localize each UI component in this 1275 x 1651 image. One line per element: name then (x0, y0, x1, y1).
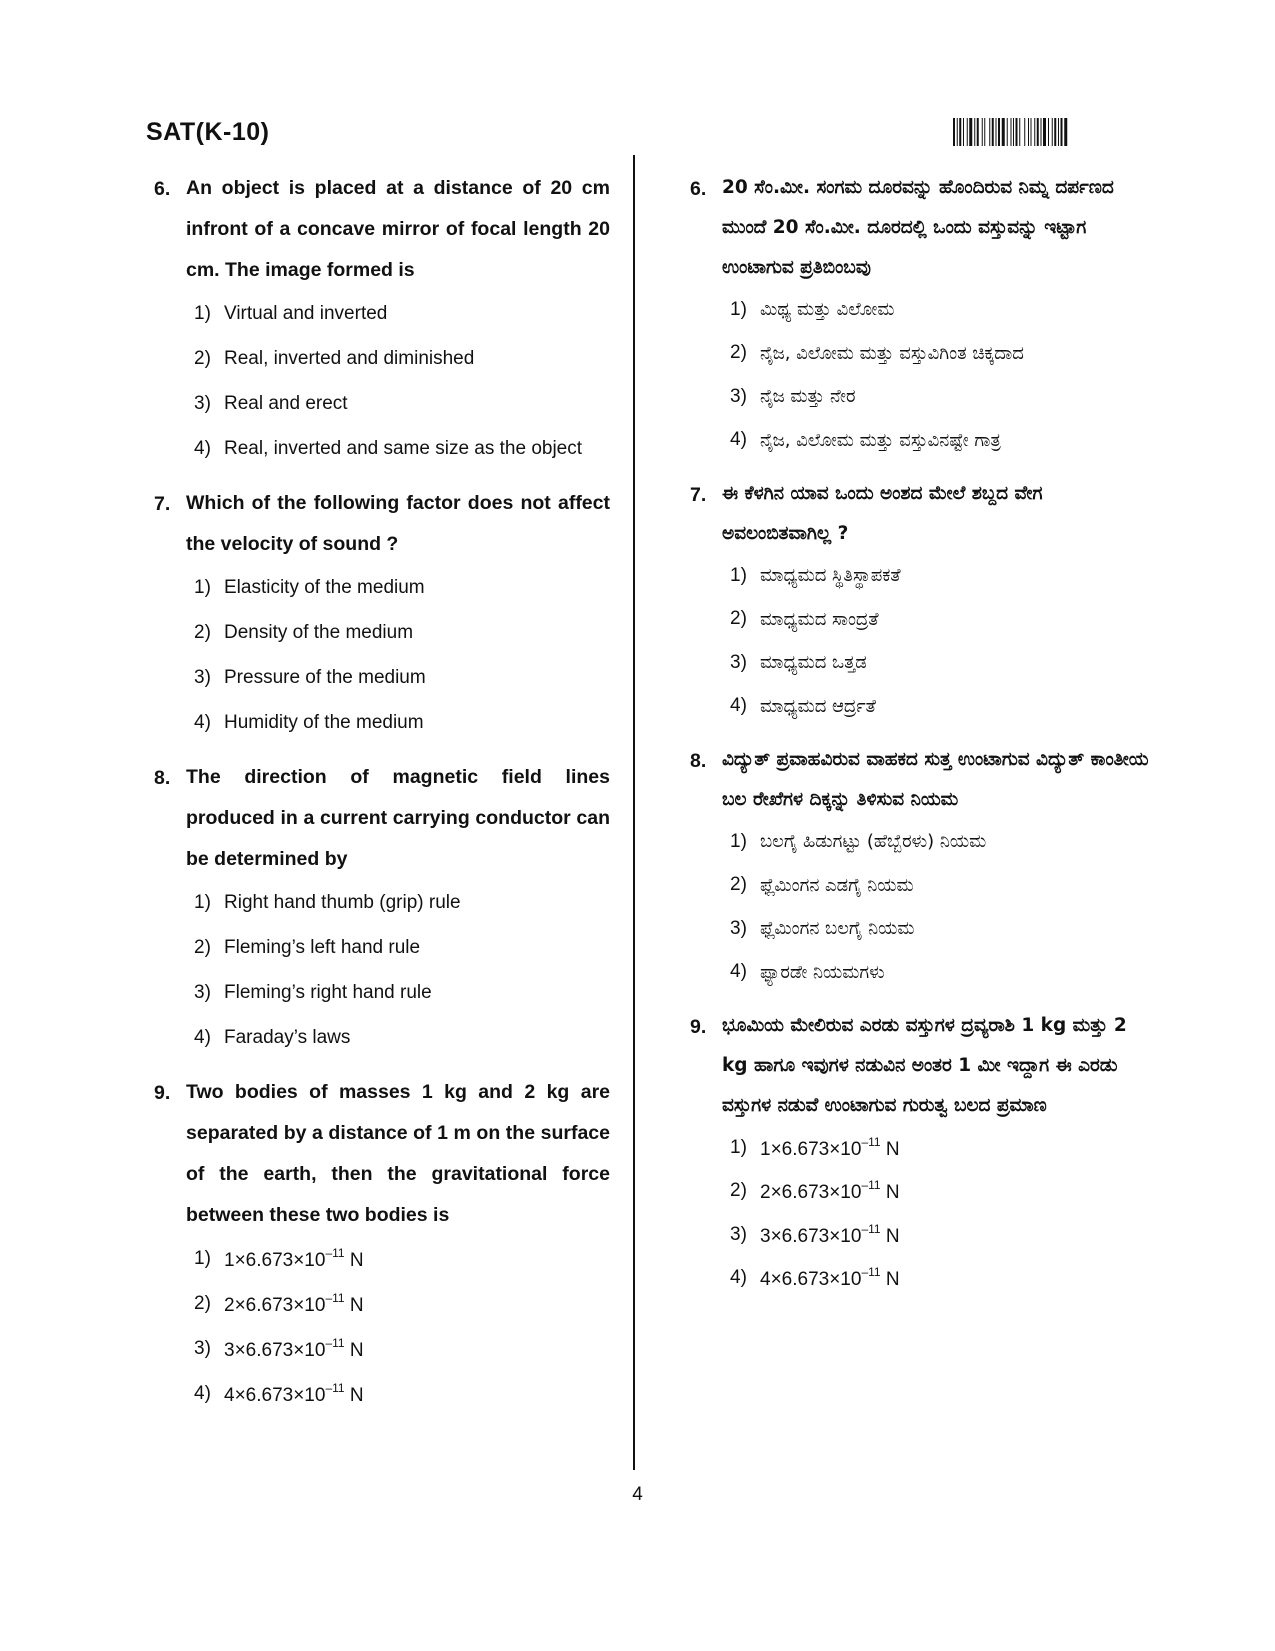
option-item (194, 700, 610, 745)
option-item (730, 554, 1150, 598)
option-formula (224, 1381, 610, 1407)
question-text: Two bodies of masses 1 kg and 2 kg are separated by a distance of 1 m on the surface of the earth, then the gravitational force between these two bodies is (186, 1081, 610, 1226)
question-number: 9. (154, 1082, 171, 1104)
question-number: 7. (154, 493, 171, 515)
option-text: ನೈಜ, ವಿಲೋಮ ಮತ್ತು ವಸ್ತುವಿಗಿಂತ ಚಿಕ್ಕದಾದ (760, 342, 1024, 364)
option-item (194, 970, 610, 1015)
question-number: 6. (154, 178, 171, 200)
formula-exponent: –11 (861, 1265, 881, 1280)
option-formula (224, 1246, 610, 1272)
option-number: 1) (194, 302, 211, 324)
option-text: Real and erect (224, 392, 348, 414)
option-number: 3) (730, 385, 747, 407)
option-formula (224, 1291, 610, 1317)
question-6-kn (690, 178, 1150, 462)
option-number: 3) (194, 392, 211, 414)
options-list (154, 880, 610, 1060)
option-number: 2) (194, 621, 211, 643)
option-text: ಮಾಧ್ಯಮದ ಒತ್ತಡ (760, 652, 867, 674)
options-list (690, 288, 1150, 462)
option-number: 4) (730, 429, 747, 451)
option-text: Fleming’s left hand rule (224, 936, 421, 958)
question-text: ವಿದ್ಯುತ್ ಪ್ರವಾಹವಿರುವ ವಾಹಕದ ಸುತ್ತ ಉಂಟಾಗುವ ವಿದ್ಯುತ್ ಕಾಂತೀಯ ಬಲ ರೇಖೆಗಳ ದಿಕ್ಕನ್ನು ತಿಳಿಸುವ ನಿಯಮ (722, 749, 1149, 810)
option-item (194, 655, 610, 700)
option-item (194, 426, 610, 471)
question-text: Which of the following factor does not affect the velocity of sound ? (186, 492, 610, 555)
option-text: Real, inverted and diminished (224, 347, 475, 369)
option-item (194, 291, 610, 336)
option-item (730, 864, 1150, 908)
option-text: Faraday’s laws (224, 1026, 351, 1048)
option-item (730, 685, 1150, 729)
option-number: 2) (730, 342, 747, 364)
option-formula (224, 1336, 610, 1362)
options-list (154, 565, 610, 745)
exam-code: SAT(K-10) (146, 118, 270, 146)
option-number: 1) (194, 1247, 211, 1269)
options-list (154, 291, 610, 471)
option-number: 2) (730, 1180, 747, 1202)
formula-unit: N (885, 1138, 900, 1160)
option-item (194, 880, 610, 925)
formula-exponent: –11 (325, 1380, 345, 1395)
option-text: ನೈಜ, ವಿಲೋಮ ಮತ್ತು ವಸ್ತುವಿನಷ್ಟೇ ಗಾತ್ರ (760, 429, 1001, 451)
option-number: 2) (730, 608, 747, 630)
option-number: 3) (194, 981, 211, 1003)
formula-base: 3×6.673×10 (760, 1225, 862, 1247)
question-8-kn (690, 750, 1150, 994)
option-number: 1) (730, 1136, 747, 1158)
option-text: Pressure of the medium (224, 666, 426, 688)
question-text: ಭೂಮಿಯ ಮೇಲಿರುವ ಎರಡು ವಸ್ತುಗಳ ದ್ರವ್ಯರಾಶಿ 1 kg ಮತ್ತು 2 kg ಹಾಗೂ ಇವುಗಳ ನಡುವಿನ ಅಂತರ 1 ಮೀ ಇದ್ದಾಗ ಈ ಎರಡು ವಸ್ತುಗಳ ನಡುವೆ ಉಂಟಾಗುವ ಗುರುತ್ವ ಬಲದ ಪ್ರಮಾಣ (722, 1015, 1127, 1116)
option-text: Humidity of the medium (224, 711, 424, 733)
formula-base: 2×6.673×10 (224, 1294, 326, 1316)
question-text: 20 ಸೆಂ.ಮೀ. ಸಂಗಮ ದೂರವನ್ನು ಹೊಂದಿರುವ ನಿಮ್ನ ದರ್ಪಣದ ಮುಂದೆ 20 ಸೆಂ.ಮೀ. ದೂರದಲ್ಲಿ ಒಂದು ವಸ್ತುವನ್ನು ಇಟ್ಟಾಗ ಉಂಟಾಗುವ ಪ್ರತಿಬಿಂಬವು (722, 177, 1114, 278)
formula-exponent: –11 (325, 1290, 345, 1305)
option-item (730, 598, 1150, 642)
formula-exponent: –11 (861, 1134, 881, 1149)
option-item (194, 336, 610, 381)
column-divider (633, 155, 635, 1470)
option-number: 1) (730, 564, 747, 586)
option-number: 3) (730, 1223, 747, 1245)
formula-base: 1×6.673×10 (760, 1138, 862, 1160)
option-item (730, 419, 1150, 463)
option-item (730, 1170, 1150, 1214)
option-item (194, 1326, 610, 1371)
option-item (730, 1257, 1150, 1301)
option-item (730, 1213, 1150, 1257)
option-text: ನೈಜ ಮತ್ತು ನೇರ (760, 386, 856, 408)
options-list (690, 1126, 1150, 1300)
formula-base: 4×6.673×10 (224, 1384, 326, 1406)
option-item (730, 951, 1150, 995)
formula-unit: N (349, 1384, 364, 1406)
question-number: 6. (690, 178, 707, 200)
option-text: ಬಲಗೈ ಹಿಡುಗಟ್ಟು (ಹೆಬ್ಬೆರಳು) ನಿಯಮ (760, 831, 987, 853)
option-number: 1) (194, 891, 211, 913)
option-item (730, 907, 1150, 951)
option-number: 3) (730, 651, 747, 673)
options-list (154, 1236, 610, 1416)
formula-base: 4×6.673×10 (760, 1269, 862, 1291)
option-item (194, 381, 610, 426)
question-number: 7. (690, 484, 707, 506)
question-text: The direction of magnetic field lines produced in a current carrying conductor can be determined by (186, 766, 610, 870)
option-number: 1) (730, 830, 747, 852)
option-item (194, 565, 610, 610)
options-list (690, 820, 1150, 994)
option-text: ಮಾಧ್ಯಮದ ಸಾಂದ್ರತೆ (760, 608, 879, 630)
option-number: 4) (194, 437, 211, 459)
option-number: 3) (730, 917, 747, 939)
question-text: ಈ ಕೆಳಗಿನ ಯಾವ ಒಂದು ಅಂಶದ ಮೇಲೆ ಶಬ್ದದ ವೇಗ ಅವಲಂಬಿತವಾಗಿಲ್ಲ ? (722, 483, 1043, 544)
option-formula (760, 1265, 1150, 1291)
formula-base: 1×6.673×10 (224, 1249, 326, 1271)
options-list (690, 554, 1150, 728)
question-9-kn (690, 1016, 1150, 1300)
option-item (194, 1236, 610, 1281)
question-number: 8. (690, 750, 707, 772)
option-item (194, 1371, 610, 1416)
option-number: 2) (194, 1292, 211, 1314)
option-item (730, 288, 1150, 332)
option-number: 2) (730, 874, 747, 896)
option-text: ಮಾಧ್ಯಮದ ಆರ್ದ್ರತೆ (760, 695, 876, 717)
formula-unit: N (349, 1339, 364, 1361)
formula-base: 3×6.673×10 (224, 1339, 326, 1361)
option-item (730, 820, 1150, 864)
option-number: 4) (194, 1026, 211, 1048)
formula-exponent: –11 (861, 1221, 881, 1236)
option-text: Density of the medium (224, 621, 414, 643)
option-number: 2) (194, 347, 211, 369)
option-number: 4) (194, 1382, 211, 1404)
option-number: 4) (730, 1267, 747, 1289)
question-9-en (154, 1082, 610, 1416)
english-column (154, 178, 610, 1438)
formula-unit: N (885, 1269, 900, 1291)
page-number: 4 (632, 1484, 643, 1505)
option-number: 1) (730, 298, 747, 320)
formula-unit: N (349, 1294, 364, 1316)
option-number: 3) (194, 666, 211, 688)
option-formula (760, 1222, 1150, 1248)
question-number: 9. (690, 1016, 707, 1038)
option-formula (760, 1135, 1150, 1161)
option-item (194, 610, 610, 655)
option-item (730, 375, 1150, 419)
option-text: ಮಾಧ್ಯಮದ ಸ್ಥಿತಿಸ್ಥಾಪಕತೆ (760, 565, 901, 587)
option-text: Real, inverted and same size as the object (224, 437, 583, 459)
formula-exponent: –11 (325, 1245, 345, 1260)
option-text: ಮಿಥ್ಯ ಮತ್ತು ವಿಲೋಮ (760, 299, 895, 321)
option-number: 3) (194, 1337, 211, 1359)
question-text: An object is placed at a distance of 20 cm infront of a concave mirror of focal length 20 cm. The image formed is (186, 177, 610, 281)
formula-exponent: –11 (861, 1178, 881, 1193)
formula-exponent: –11 (325, 1335, 345, 1350)
option-text: ಫ್ಲೆಮಿಂಗನ ಬಲಗೈ ನಿಯಮ (760, 918, 915, 940)
option-text: ಫ್ಯಾರಡೇ ನಿಯಮಗಳು (760, 961, 885, 983)
formula-unit: N (349, 1249, 364, 1271)
option-item (730, 1126, 1150, 1170)
option-item (194, 1015, 610, 1060)
option-number: 1) (194, 576, 211, 598)
option-text: ಫ್ಲೆಮಿಂಗನ ಎಡಗೈ ನಿಯಮ (760, 874, 914, 896)
option-text: Fleming’s right hand rule (224, 981, 432, 1003)
option-number: 4) (730, 695, 747, 717)
formula-unit: N (885, 1182, 900, 1204)
option-formula (760, 1178, 1150, 1204)
option-number: 2) (194, 936, 211, 958)
question-8-en (154, 767, 610, 1060)
question-7-kn (690, 484, 1150, 728)
barcode-icon (953, 118, 1128, 146)
kannada-column (690, 178, 1150, 1322)
option-number: 4) (194, 711, 211, 733)
option-item (730, 641, 1150, 685)
formula-unit: N (885, 1225, 900, 1247)
option-number: 4) (730, 961, 747, 983)
question-number: 8. (154, 767, 171, 789)
question-7-en (154, 493, 610, 745)
formula-base: 2×6.673×10 (760, 1182, 862, 1204)
option-text: Right hand thumb (grip) rule (224, 891, 461, 913)
option-text: Elasticity of the medium (224, 576, 425, 598)
option-item (194, 1281, 610, 1326)
option-item (194, 925, 610, 970)
option-text: Virtual and inverted (224, 302, 388, 324)
option-item (730, 332, 1150, 376)
question-6-en (154, 178, 610, 471)
